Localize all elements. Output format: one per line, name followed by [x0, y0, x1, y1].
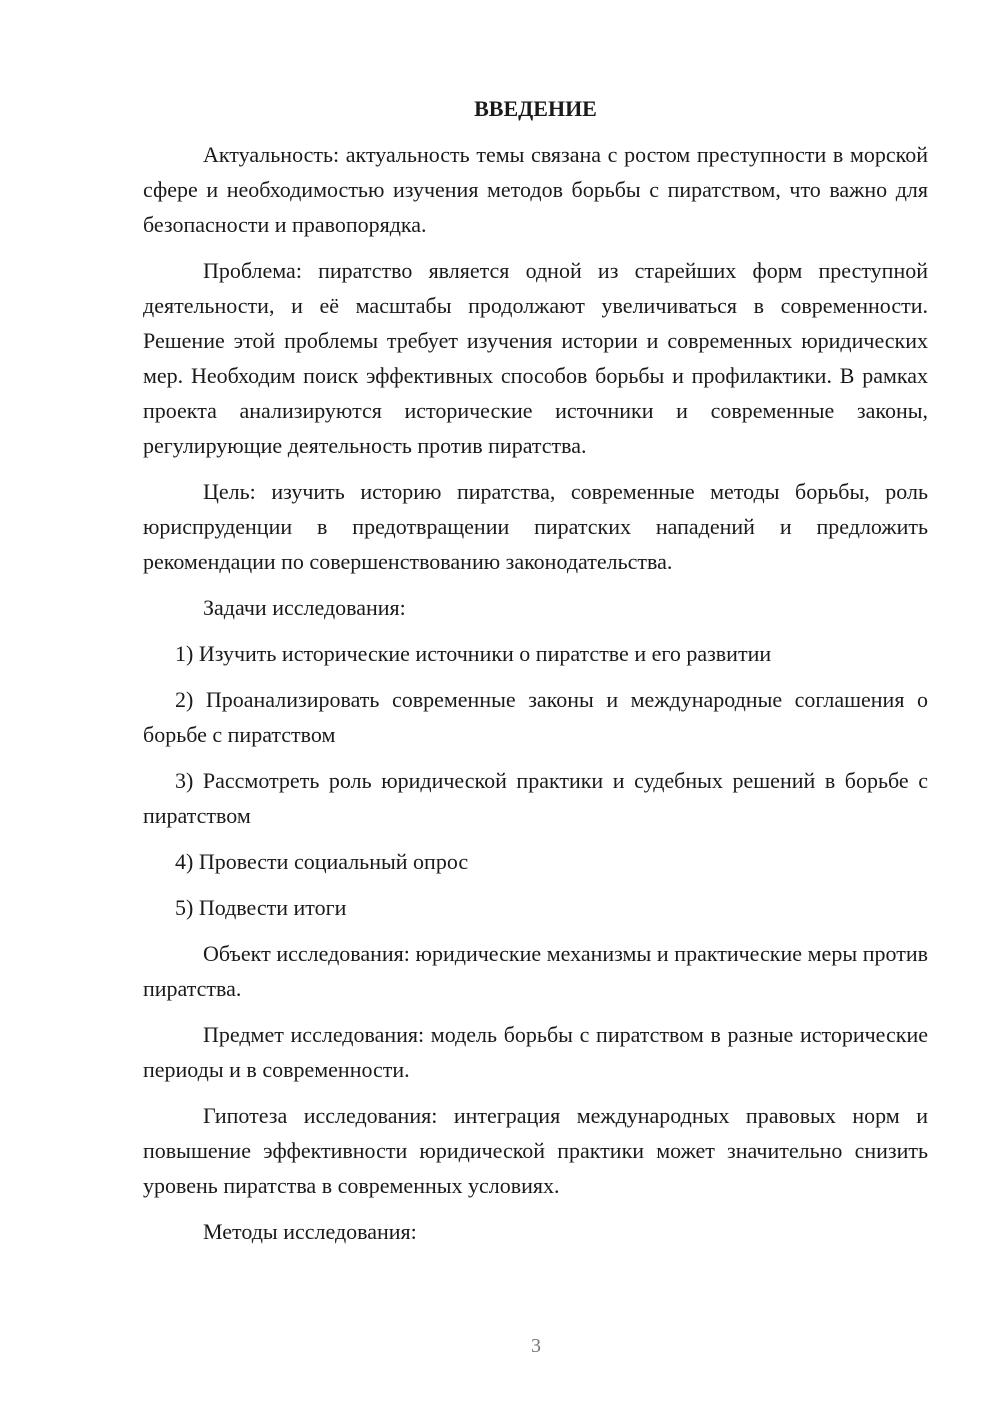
task-item-3: 3) Рассмотреть роль юридической практики и судебных решений в борьбе с пиратством: [143, 768, 928, 828]
page-title: ВВЕДЕНИЕ: [474, 96, 597, 121]
paragraph-tasks-heading: Задачи исследования:: [203, 595, 406, 620]
paragraph-goal: Цель: изучить историю пиратства, современные методы борьбы, роль юриспруденции в предотвращении пиратских нападений и предложить рекомендации по совершенствованию законодательства.: [143, 479, 928, 574]
paragraph-relevance: Актуальность: актуальность темы связана с ростом преступности в морской сфере и необходимостью изучения методов борьбы с пиратством, что важно для безопасности и правопорядка.: [143, 142, 928, 237]
paragraph-object: Объект исследования: юридические механизмы и практические меры против пиратства.: [143, 941, 928, 1001]
page-number-footer: [0, 1333, 1000, 1359]
paragraph-methods: Методы исследования:: [203, 1219, 417, 1244]
page-number: 3: [531, 1335, 541, 1357]
paragraph-problem: Проблема: пиратство является одной из старейших форм преступной деятельности, и её масштабы продолжают увеличиваться в современности. Решение этой проблемы требует изучения истории и современных юридических мер. Необходим поиск эффективных способов борьбы и профилактики. В рамках проекта анализируются исторические источники и современные законы, регулирующие деятельность против пиратства.: [143, 258, 928, 458]
paragraph-hypothesis: Гипотеза исследования: интеграция международных правовых норм и повышение эффективности юридической практики может значительно снизить уровень пиратства в современных условиях.: [143, 1103, 928, 1198]
task-item-1: 1) Изучить исторические источники о пиратстве и его развитии: [175, 641, 772, 666]
task-item-2: 2) Проанализировать современные законы и международные соглашения о борьбе с пиратством: [143, 687, 928, 747]
task-item-4: 4) Провести социальный опрос: [175, 849, 469, 874]
paragraph-subject: Предмет исследования: модель борьбы с пиратством в разные исторические периоды и в современности.: [143, 1022, 928, 1082]
document-body: [143, 92, 928, 1260]
task-item-5: 5) Подвести итоги: [175, 895, 347, 920]
